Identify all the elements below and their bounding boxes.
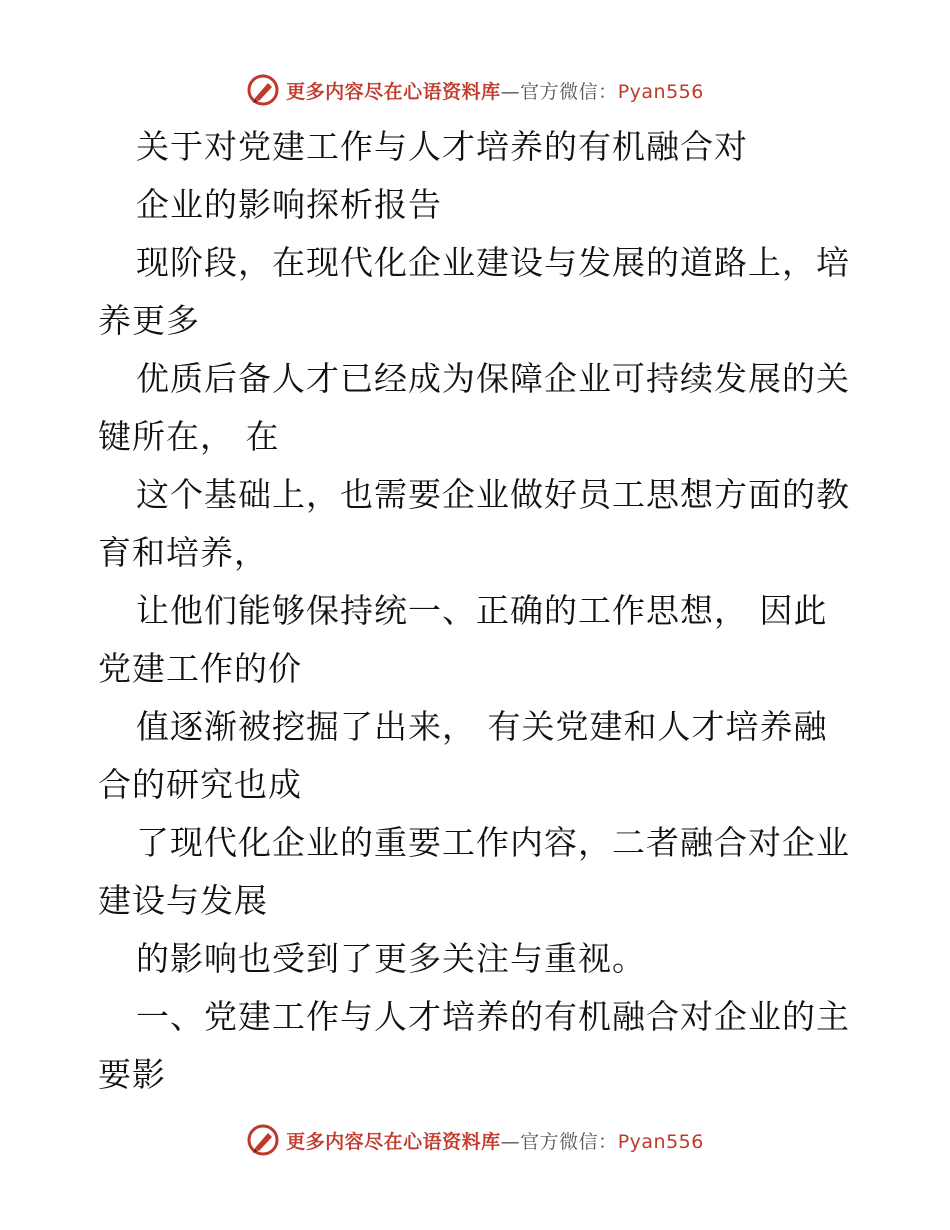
doc-paragraph-line: 了现代化企业的重要工作内容，二者融合对企业 — [136, 823, 850, 862]
footer-banner — [0, 1120, 950, 1160]
doc-paragraph-line: 的影响也受到了更多关注与重视。 — [136, 939, 646, 978]
doc-paragraph-line: 键所在， 在 — [98, 417, 280, 456]
doc-section-heading-line: 要影 — [98, 1055, 166, 1094]
doc-paragraph-line: 育和培养， — [98, 533, 268, 572]
header-banner — [0, 70, 950, 110]
doc-paragraph-line: 养更多 — [98, 301, 200, 340]
pen-logo-icon — [246, 1123, 280, 1157]
footer-banner-main: 更多内容尽在心语资料库 — [286, 1130, 501, 1153]
footer-banner-account: Pyan556 — [617, 1130, 704, 1153]
doc-paragraph-line: 合的研究也成 — [98, 765, 302, 804]
header-banner-main: 更多内容尽在心语资料库 — [286, 80, 501, 103]
footer-banner-wechat-label: 官方微信： — [520, 1130, 618, 1153]
doc-title-line-2: 企业的影响探析报告 — [136, 185, 442, 224]
doc-title-line-1: 关于对党建工作与人才培养的有机融合对 — [136, 127, 748, 166]
doc-paragraph-line: 党建工作的价 — [98, 649, 302, 688]
doc-paragraph-line: 建设与发展 — [98, 881, 268, 920]
doc-paragraph-line: 这个基础上，也需要企业做好员工思想方面的教 — [136, 475, 850, 514]
header-banner-sep: — — [500, 80, 521, 103]
doc-paragraph-line: 现阶段，在现代化企业建设与发展的道路上，培 — [136, 243, 850, 282]
doc-paragraph-line: 优质后备人才已经成为保障企业可持续发展的关 — [136, 359, 850, 398]
footer-banner-sep: — — [500, 1130, 521, 1153]
pen-logo-icon — [246, 73, 280, 107]
header-banner-account: Pyan556 — [617, 80, 704, 103]
document-body — [98, 118, 868, 1104]
doc-paragraph-line: 让他们能够保持统一、正确的工作思想， 因此 — [136, 591, 828, 630]
header-banner-text — [286, 77, 704, 104]
doc-section-heading-line: 一、党建工作与人才培养的有机融合对企业的主 — [136, 997, 850, 1036]
footer-banner-text — [286, 1127, 704, 1154]
doc-paragraph-line: 值逐渐被挖掘了出来， 有关党建和人才培养融 — [136, 707, 828, 746]
header-banner-wechat-label: 官方微信： — [520, 80, 618, 103]
